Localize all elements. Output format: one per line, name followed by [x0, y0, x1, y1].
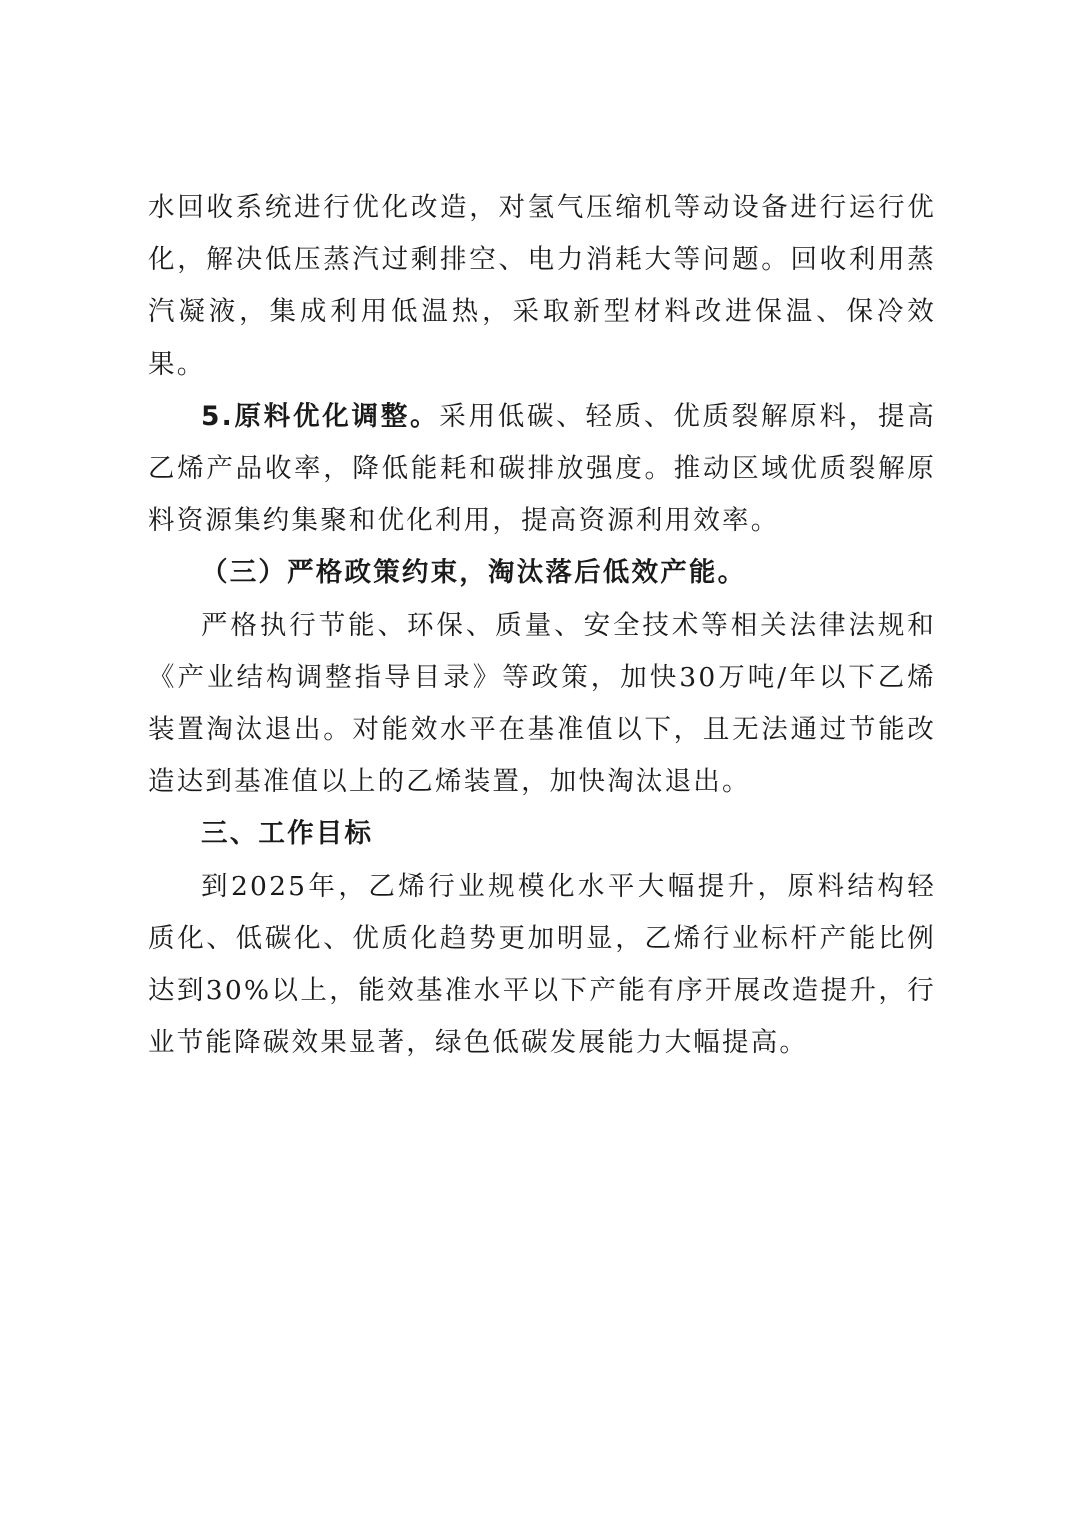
heading-text: 三、工作目标: [201, 818, 374, 850]
paragraph-text: 严格执行节能、环保、质量、安全技术等相关法律法规和《产业结构调整指导目录》等政策，加快30万吨/年以下乙烯装置淘汰退出。对能效水平在基准值以下，且无法通过节能改造达到基准值以上的乙烯装置，加快淘汰退出。: [148, 609, 936, 798]
paragraph-continuation: [148, 182, 936, 391]
document-body: [148, 182, 936, 1069]
paragraph-policy-constraints: [148, 600, 936, 809]
section-subheading: [148, 547, 936, 599]
paragraph-text: 采用低碳、轻质、优质裂解原料，提高乙烯产品收率，降低能耗和碳排放强度。推动区域优质裂解原料资源集约集聚和优化利用，提高资源利用效率。: [148, 400, 936, 537]
paragraph-text: 到2025年，乙烯行业规模化水平大幅提升，原料结构轻质化、低碳化、优质化趋势更加明显，乙烯行业标杆产能比例达到30%以上，能效基准水平以下产能有序开展改造提升，行业节能降碳效果显著，绿色低碳发展能力大幅提高。: [148, 870, 936, 1059]
section-heading: [148, 808, 936, 860]
paragraph-work-goals: [148, 861, 936, 1070]
paragraph-lead-heading: 5.原料优化调整。: [201, 400, 440, 432]
paragraph-raw-material-optimization: [148, 391, 936, 548]
paragraph-text: 水回收系统进行优化改造，对氢气压缩机等动设备进行运行优化，解决低压蒸汽过剩排空、电力消耗大等问题。回收利用蒸汽凝液，集成利用低温热，采取新型材料改进保温、保冷效果。: [148, 192, 936, 380]
subheading-text: （三）严格政策约束，淘汰落后低效产能。: [201, 557, 747, 589]
